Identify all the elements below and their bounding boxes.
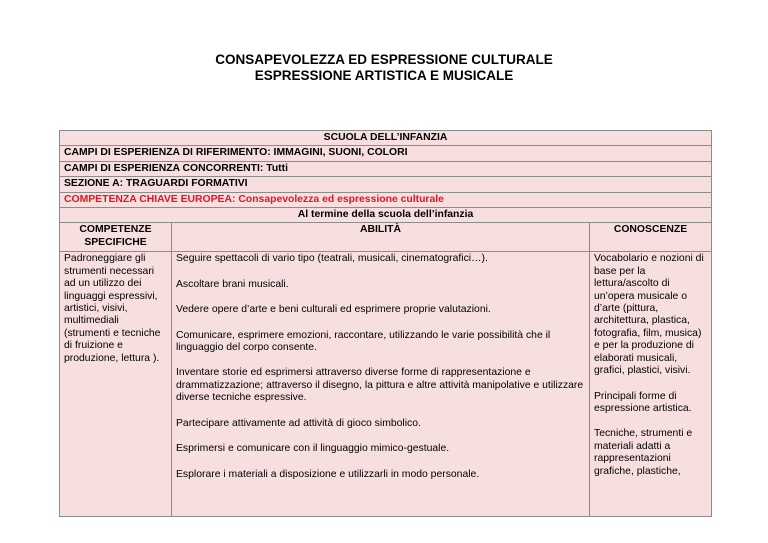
conoscenze-item: Principali forme di espressione artistica. (594, 390, 692, 414)
curriculum-table (59, 130, 712, 517)
title-line-2: ESPRESSIONE ARTISTICA E MUSICALE (254, 68, 514, 83)
sezione-cell: SEZIONE A: TRAGUARDI FORMATIVI (60, 177, 712, 192)
header-abilita: ABILITÀ (172, 223, 590, 252)
school-cell: SCUOLA DELL’INFANZIA (60, 131, 712, 146)
competenza-row (60, 192, 712, 207)
campi-riferimento-row (60, 146, 712, 161)
competenze-cell: Padroneggiare gli strumenti necessari ad un utilizzo dei linguaggi espressivi, artistici, visivi, multimediali (strumenti e tecniche di fruizione e produzione, lettura ). (60, 252, 172, 517)
school-row (60, 131, 712, 146)
header-competenze: COMPETENZE SPECIFICHE (60, 223, 172, 252)
abilita-item: Partecipare attivamente ad attività di gioco simbolico. (176, 417, 421, 429)
abilita-item: Seguire spettacoli di vario tipo (teatrali, musicali, cinematografici…). (176, 253, 488, 265)
competenza-cell: COMPETENZA CHIAVE EUROPEA: Consapevolezza ed espressione culturale (60, 192, 712, 207)
abilita-item: Vedere opere d’arte e beni culturali ed esprimere proprie valutazioni. (176, 304, 491, 316)
conoscenze-item: Vocabolario e nozioni di base per la lettura/ascolto di un’opera musicale o d’arte (pittura, architettura, plastica, fotografia, film, musica) e per la produzione di elaborati musicali, grafici, plastici, visivi. (594, 253, 704, 377)
campi-riferimento-cell: CAMPI DI ESPERIENZA DI RIFERIMENTO: IMMAGINI, SUONI, COLORI (60, 146, 712, 161)
campi-concorrenti-cell: CAMPI DI ESPERIENZA CONCORRENTI: Tutti (60, 161, 712, 176)
abilita-item: Esplorare i materiali a disposizione e utilizzarli in modo personale. (176, 468, 480, 480)
campi-concorrenti-row (60, 161, 712, 176)
conoscenze-cell (590, 252, 712, 517)
abilita-item: Inventare storie ed esprimersi attraverso diverse forme di rappresentazione e drammatizzazione; attraverso il disegno, la pittura e altre attività manipolative e utilizzare diverse tecniche espressive. (176, 367, 584, 404)
page-title (0, 52, 768, 84)
abilita-item: Comunicare, esprimere emozioni, raccontare, utilizzando le varie possibilità che il linguaggio del corpo consente. (176, 329, 551, 354)
abilita-cell (172, 252, 590, 517)
abilita-item: Esprimersi e comunicare con il linguaggio mimico-gestuale. (176, 443, 450, 455)
conoscenze-item: Tecniche, strumenti e materiali adatti a rappresentazioni grafiche, plastiche, (594, 428, 693, 477)
termine-cell: Al termine della scuola dell’infanzia (60, 208, 712, 223)
sezione-row (60, 177, 712, 192)
content-row (60, 252, 712, 517)
column-header-row (60, 223, 712, 252)
termine-row (60, 208, 712, 223)
header-conoscenze: CONOSCENZE (590, 223, 712, 252)
abilita-item: Ascoltare brani musicali. (176, 278, 289, 290)
title-line-1: CONSAPEVOLEZZA ED ESPRESSIONE CULTURALE (215, 52, 553, 67)
